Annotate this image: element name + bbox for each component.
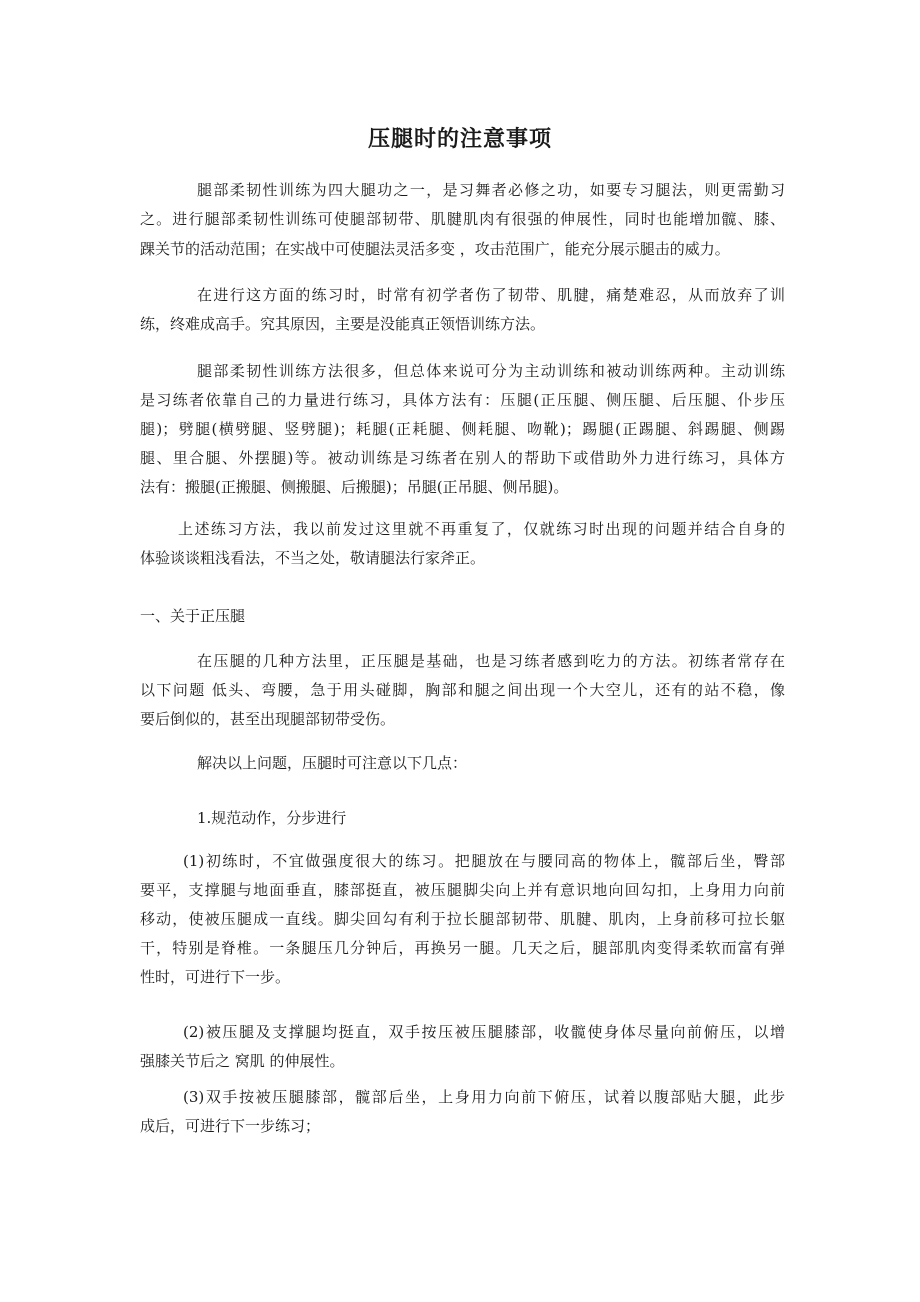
text-line: 要后倒似的，甚至出现腿部韧带受伤。 (140, 710, 396, 728)
text-line: 上述练习方法，我以前发过这里就不再重复了，仅就练习时出现的问题并结合自身的 (178, 520, 785, 538)
text-line: 在进行这方面的练习时，时常有初学者伤了韧带、肌腱，痛楚难忍，从而放弃了训 (197, 286, 785, 304)
text-line: 性时，可进行下一步。 (140, 968, 291, 986)
text-line: 练，终难成高手。究其原因，主要是没能真正领悟训练方法。 (140, 315, 546, 333)
text-line: 干，特别是脊椎。一条腿压几分钟后，再换另一腿。几天之后，腿部肌肉变得柔软而富有弹 (140, 939, 785, 957)
text-line: 腿、里合腿、外摆腿)等。被动训练是习练者在别人的帮助下或借助外力进行练习，具体方 (140, 449, 785, 467)
text-line: 腿部柔韧性训练方法很多，但总体来说可分为主动训练和被动训练两种。主动训练 (197, 362, 785, 380)
text-line: 以下问题 低头、弯腰，急于用头碰脚，胸部和腿之间出现一个大空儿，还有的站不稳，像 (140, 681, 785, 699)
text-line: (1)初练时，不宜做强度很大的练习。把腿放在与腰同高的物体上，髋部后坐，臀部 (183, 852, 785, 870)
text-line: 一、关于正压腿 (140, 607, 246, 625)
text-line: (3)双手按被压腿膝部，髋部后坐，上身用力向前下俯压，试着以腹部贴大腿，此步 (183, 1088, 785, 1106)
text-line: 移动，使被压腿成一直线。脚尖回勾有利于拉长腿部韧带、肌腱、肌肉，上身前移可拉长躯 (140, 910, 785, 928)
text-line: 要平，支撑腿与地面垂直，膝部挺直，被压腿脚尖向上并有意识地向回勾扣，上身用力向前 (140, 881, 785, 899)
text-line: (2)被压腿及支撑腿均挺直，双手按压被压腿膝部，收髋使身体尽量向前俯压，以增 (183, 1023, 785, 1041)
text-line: 之。进行腿部柔韧性训练可使腿部韧带、肌腱肌肉有很强的伸展性，同时也能增加髋、膝、 (140, 210, 785, 228)
text-line: 1.规范动作，分步进行 (197, 809, 347, 827)
text-line: 体验谈谈粗浅看法，不当之处，敬请腿法行家斧正。 (140, 549, 486, 567)
text-line: 解决以上问题，压腿时可注意以下几点： (197, 754, 468, 772)
document-title: 压腿时的注意事项 (367, 126, 552, 152)
text-line: 成后，可进行下一步练习； (140, 1117, 321, 1135)
text-line: 腿)；劈腿(横劈腿、竖劈腿)；耗腿(正耗腿、侧耗腿、吻靴)；踢腿(正踢腿、斜踢腿、侧踢 (140, 420, 785, 438)
text-line: 强膝关节后之 窝肌 的伸展性。 (140, 1052, 345, 1070)
text-line: 在压腿的几种方法里，正压腿是基础，也是习练者感到吃力的方法。初练者常存在 (197, 652, 785, 670)
text-line: 法有：搬腿(正搬腿、侧搬腿、后搬腿)；吊腿(正吊腿、侧吊腿)。 (140, 478, 569, 496)
text-line: 腿部柔韧性训练为四大腿功之一，是习舞者必修之功，如要专习腿法，则更需勤习 (197, 181, 785, 199)
text-line: 是习练者依靠自己的力量进行练习，具体方法有：压腿(正压腿、侧压腿、后压腿、仆步压 (140, 391, 785, 409)
text-line: 踝关节的活动范围；在实战中可使腿法灵活多变 ，攻击范围广，能充分展示腿击的威力。 (140, 240, 730, 258)
